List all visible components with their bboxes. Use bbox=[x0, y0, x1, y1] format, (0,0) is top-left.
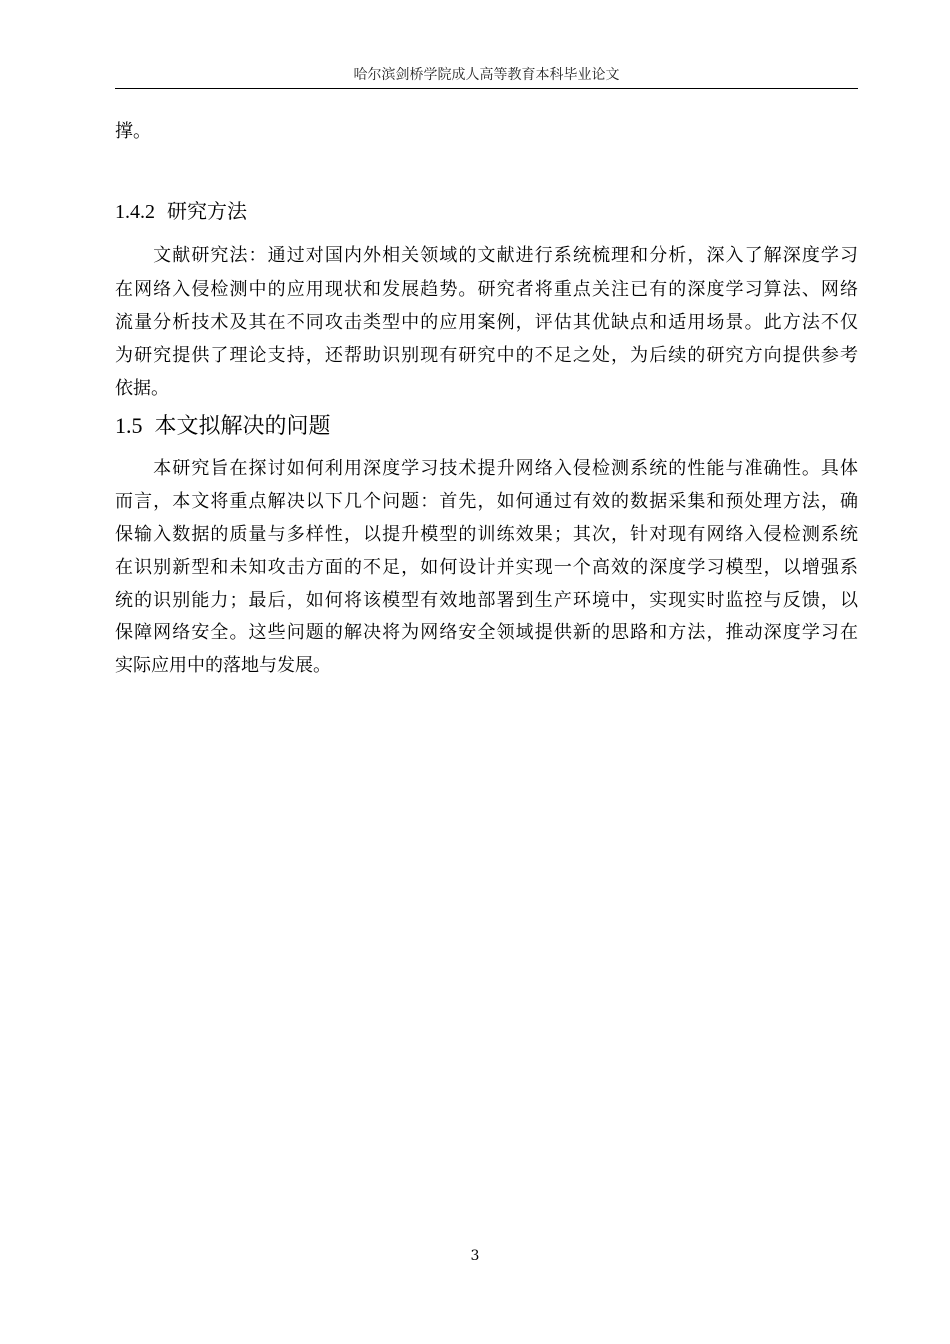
paragraph-line: 为研究提供了理论支持，还帮助识别现有研究中的不足之处，为后续的研究方向提供参考 bbox=[115, 345, 858, 366]
paragraph-line: 保障网络安全。这些问题的解决将为网络安全领域提供新的思路和方法，推动深度学习在 bbox=[115, 622, 858, 643]
section-heading-1-5 bbox=[115, 412, 331, 441]
section-number: 1.5 bbox=[115, 413, 143, 438]
paragraph-line: 保输入数据的质量与多样性，以提升模型的训练效果；其次，针对现有网络入侵检测系统 bbox=[115, 524, 858, 545]
section-title: 本文拟解决的问题 bbox=[154, 414, 331, 439]
page-number: 3 bbox=[470, 1248, 480, 1264]
paragraph-line: 依据。 bbox=[115, 378, 169, 399]
paragraph-line: 统的识别能力；最后，如何将该模型有效地部署到生产环境中，实现实时监控与反馈，以 bbox=[115, 590, 858, 611]
section-number: 1.4.2 bbox=[115, 201, 155, 223]
section-title: 研究方法 bbox=[167, 199, 247, 223]
paragraph-continuation: 撑。 bbox=[115, 121, 151, 142]
running-header: 哈尔滨剑桥学院成人高等教育本科毕业论文 bbox=[353, 67, 620, 83]
paragraph-line: 本研究旨在探讨如何利用深度学习技术提升网络入侵检测系统的性能与准确性。具体 bbox=[115, 458, 858, 479]
paragraph-line: 在识别新型和未知攻击方面的不足，如何设计并实现一个高效的深度学习模型，以增强系 bbox=[115, 557, 858, 578]
paragraph-line: 文献研究法：通过对国内外相关领域的文献进行系统梳理和分析，深入了解深度学习 bbox=[115, 245, 858, 266]
header-rule bbox=[115, 88, 858, 89]
paragraph-line: 流量分析技术及其在不同攻击类型中的应用案例，评估其优缺点和适用场景。此方法不仅 bbox=[115, 312, 858, 333]
paragraph-line: 而言，本文将重点解决以下几个问题：首先，如何通过有效的数据采集和预处理方法，确 bbox=[115, 491, 858, 512]
paragraph-line: 实际应用中的落地与发展。 bbox=[115, 655, 331, 676]
paragraph-line: 在网络入侵检测中的应用现状和发展趋势。研究者将重点关注已有的深度学习算法、网络 bbox=[115, 279, 858, 300]
section-heading-1-4-2 bbox=[115, 198, 247, 225]
